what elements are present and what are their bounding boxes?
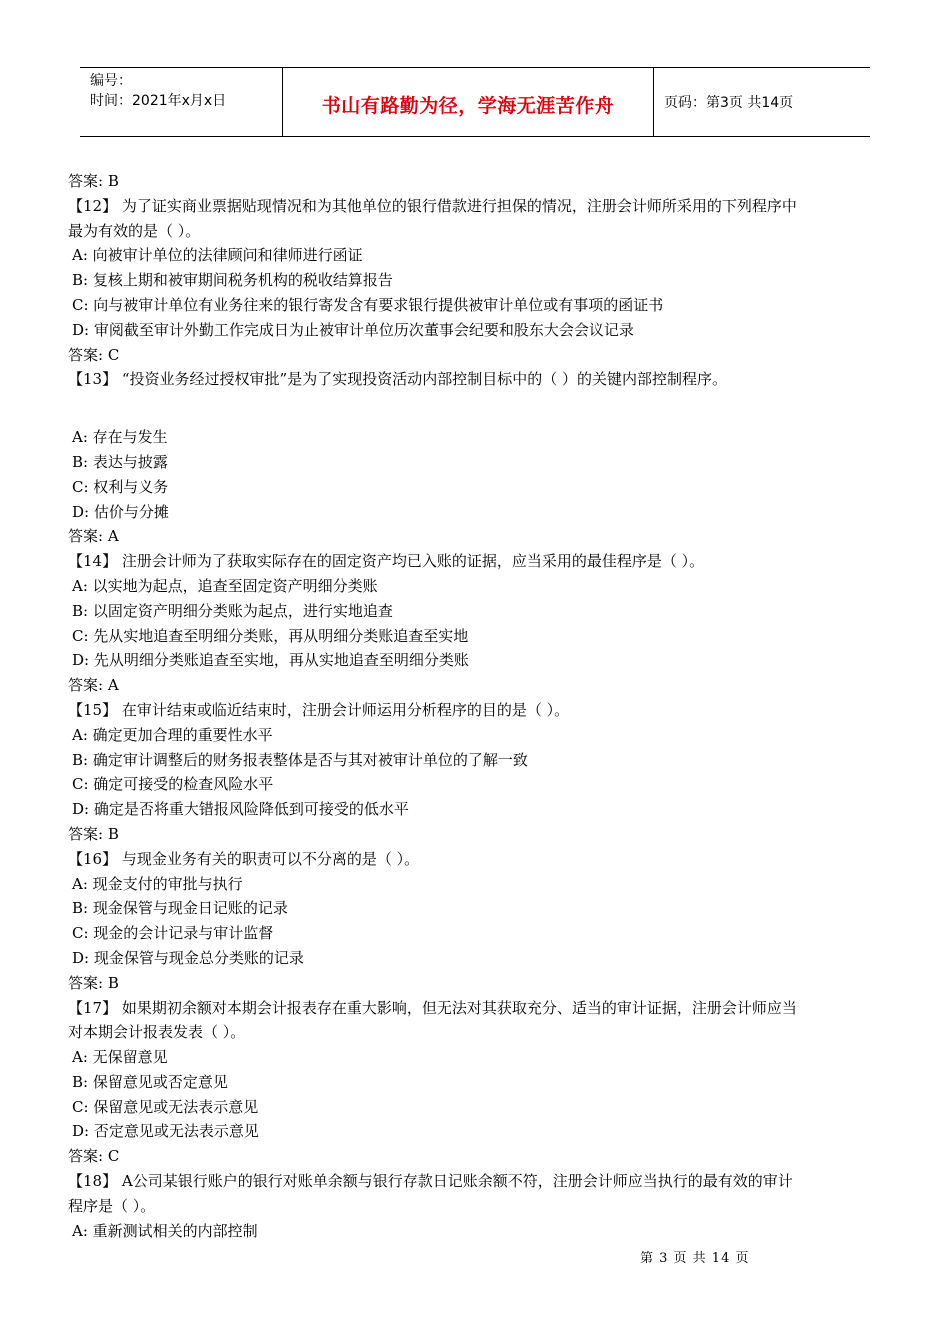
option-line: A: 向被审计单位的法律顾问和律师进行函证 — [72, 246, 363, 265]
option-line: B: 确定审计调整后的财务报表整体是否与其对被审计单位的了解一致 — [72, 750, 528, 769]
question-line: 【15】 在审计结束或临近结束时，注册会计师运用分析程序的目的是（ ）。 — [68, 700, 570, 719]
option-line: B: 以固定资产明细分类账为起点，进行实地追查 — [72, 601, 393, 620]
question-line: 【13】 “投资业务经过授权审批”是为了实现投资活动内部控制目标中的（ ）的关键内部控制程序。 — [68, 370, 727, 389]
option-line: C: 现金的会计记录与审计监督 — [72, 924, 274, 943]
option-line: C: 保留意见或无法表示意见 — [72, 1097, 259, 1116]
option-line: D: 审阅截至审计外勤工作完成日为止被审计单位历次董事会纪要和股东大会会议记录 — [72, 320, 634, 339]
option-line: B: 复核上期和被审期间税务机构的税收结算报告 — [72, 271, 393, 290]
option-line: C: 权利与义务 — [72, 477, 169, 496]
option-line: A: 存在与发生 — [72, 428, 168, 447]
answer-line: 答案: C — [68, 345, 120, 364]
option-line: D: 否定意见或无法表示意见 — [72, 1122, 259, 1141]
blank-line — [68, 392, 883, 425]
page-footer — [640, 1247, 749, 1266]
header-meta — [80, 68, 282, 136]
option-line: A: 以实地为起点，追查至固定资产明细分类账 — [72, 576, 378, 595]
serial-label: 编号： — [90, 73, 132, 89]
answer-line: 答案: A — [68, 527, 119, 546]
answer-line: 答案: A — [68, 676, 119, 695]
footer-page-number: 第 3 页 共 14 页 — [640, 1251, 750, 1266]
document-body — [68, 169, 883, 1243]
option-line: A: 现金支付的审批与执行 — [72, 874, 243, 893]
header-page-code — [654, 68, 870, 136]
option-line: B: 表达与披露 — [72, 452, 168, 471]
question-line: 【18】 A公司某银行账户的银行对账单余额与银行存款日记账余额不符，注册会计师应当执行的最有效的审计 — [68, 1172, 793, 1191]
option-line: D: 确定是否将重大错报风险降低到可接受的低水平 — [72, 800, 409, 819]
question-line: 【17】 如果期初余额对本期会计报表存在重大影响，但无法对其获取充分、适当的审计证据，注册会计师应当 — [68, 998, 797, 1017]
option-line: A: 重新测试相关的内部控制 — [72, 1221, 258, 1240]
question-line: 【12】 为了证实商业票据贴现情况和为其他单位的银行借款进行担保的情况，注册会计师所采用的下列程序中 — [68, 196, 797, 215]
header-motto-cell — [282, 68, 654, 136]
question-line: 最为有效的是（ ）。 — [68, 221, 201, 240]
option-line: B: 保留意见或否定意见 — [72, 1072, 228, 1091]
question-line: 【14】 注册会计师为了获取实际存在的固定资产均已入账的证据，应当采用的最佳程序是（ ）。 — [68, 552, 705, 571]
question-line: 【16】 与现金业务有关的职责可以不分离的是（ ）。 — [68, 849, 420, 868]
page-header — [80, 67, 870, 137]
date-label: 时间：2021年x月x日 — [90, 93, 227, 109]
option-line: C: 先从实地追查至明细分类账，再从明细分类账追查至实地 — [72, 626, 469, 645]
option-line: B: 现金保管与现金日记账的记录 — [72, 899, 288, 918]
option-line: C: 向与被审计单位有业务往来的银行寄发含有要求银行提供被审计单位或有事项的函证书 — [72, 295, 664, 314]
option-line: C: 确定可接受的检查风险水平 — [72, 775, 274, 794]
answer-line: 答案: B — [68, 172, 119, 190]
answer-line: 答案: C — [68, 1147, 120, 1166]
option-line: D: 先从明细分类账追查至实地，再从实地追查至明细分类账 — [72, 651, 469, 670]
answer-line: 答案: B — [68, 824, 119, 843]
option-line: D: 现金保管与现金总分类账的记录 — [72, 948, 304, 967]
question-line: 程序是（ ）。 — [68, 1196, 156, 1215]
answer-line: 答案: B — [68, 973, 119, 992]
option-line: A: 确定更加合理的重要性水平 — [72, 725, 273, 744]
option-line: D: 估价与分摊 — [72, 502, 169, 521]
page-code-text: 页码：第3页 共14页 — [664, 95, 794, 111]
motto-text: 书山有路勤为径，学海无涯苦作舟 — [321, 94, 615, 117]
question-line: 对本期会计报表发表（ ）。 — [68, 1023, 246, 1042]
option-line: A: 无保留意见 — [72, 1048, 168, 1067]
